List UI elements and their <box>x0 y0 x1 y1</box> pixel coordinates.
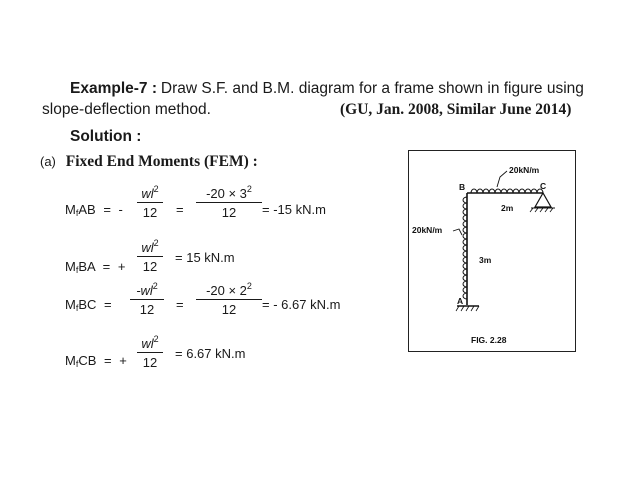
node-b-label: B <box>459 182 466 192</box>
eq4-frac1: $wl^2$ 12 <box>137 336 163 370</box>
eq2-lhs: $M_fBA$ = + <box>65 259 126 275</box>
eq3-eq2: = <box>176 297 184 312</box>
eq1-result: = -15 kN.m <box>262 202 326 217</box>
eq1-lhs: $M_fAB$ = - <box>65 202 123 218</box>
eq3-frac1: $-wl^2$ 12 <box>130 283 164 317</box>
solution-label: Solution : <box>70 128 142 145</box>
eq3-result: = - 6.67 kN.m <box>262 297 341 312</box>
section-marker: (a) <box>40 154 56 169</box>
left-load-label: 20kN/m <box>412 225 443 235</box>
eq1-eq2: = <box>176 202 184 217</box>
figure-caption: FIG. 2.28 <box>471 335 507 345</box>
eq2-result: = 15 kN.m <box>175 250 235 265</box>
top-load-pointer <box>497 171 507 187</box>
problem-line-1 <box>70 80 584 98</box>
frame-figure <box>408 150 576 352</box>
eq4-lhs: $M_fCB$ = + <box>65 353 127 369</box>
top-load-label: 20kN/m <box>509 165 540 175</box>
reference-text: (GU, Jan. 2008, Similar June 2014) <box>340 101 572 118</box>
eq1-frac1: $wl^2$ 12 <box>137 186 163 220</box>
left-load-pointer <box>453 229 462 235</box>
example-label: Example-7 : <box>70 80 158 97</box>
node-a-label: A <box>457 296 464 306</box>
node-c-label: C <box>540 181 547 191</box>
eq4-result: = 6.67 kN.m <box>175 346 246 361</box>
span-bc-label: 2m <box>501 203 514 213</box>
problem-line-2: slope-deflection method. <box>42 101 211 118</box>
eq2-frac1: $wl^2$ 12 <box>137 240 163 274</box>
pin-support-icon <box>535 193 551 207</box>
eq3-lhs: $M_fBC$ = <box>65 297 112 313</box>
eq3-frac2: $-20 \times 2^2$ 12 <box>196 283 262 317</box>
problem-text-1: Draw S.F. and B.M. diagram for a frame shown in figure using <box>160 80 584 97</box>
section-a-heading <box>40 153 258 171</box>
section-title: Fixed End Moments (FEM) : <box>65 153 258 170</box>
span-ab-label: 3m <box>479 255 492 265</box>
eq1-frac2: $-20 \times 3^2$ 12 <box>196 186 262 220</box>
frame-diagram <box>409 151 577 353</box>
